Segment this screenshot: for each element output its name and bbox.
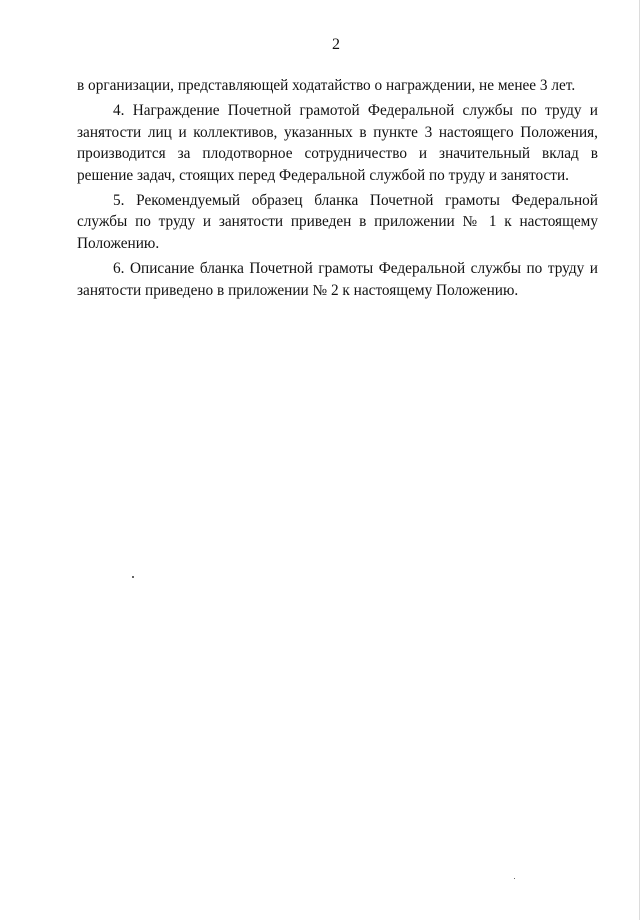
paragraph-continuation: в организации, представляющей ходатайство о награждении, не менее 3 лет.: [77, 77, 576, 94]
paragraph-item-6: 6. Описание бланка Почетной грамоты Федеральной службы по труду и занятости приведено в приложении № 2 к настоящему Положению.: [77, 260, 598, 299]
paragraph-item-4: 4. Награждение Почетной грамотой Федеральной службы по труду и занятости лиц и коллективов, указанных в пункте 3 настоящего Положения, производится за плодотворное сотрудничество и значительный вклад в решение задач, стоящих перед Федеральной службой по труду и занятости.: [77, 102, 598, 184]
paragraph-item-5: 5. Рекомендуемый образец бланка Почетной грамоты Федеральной службы по труду и занятости приведен в приложении № 1 к настоящему Положению.: [77, 192, 598, 252]
scan-speck: [514, 878, 515, 879]
page-number: 2: [332, 36, 340, 53]
scan-speck: [132, 576, 134, 578]
document-body: [77, 75, 598, 305]
